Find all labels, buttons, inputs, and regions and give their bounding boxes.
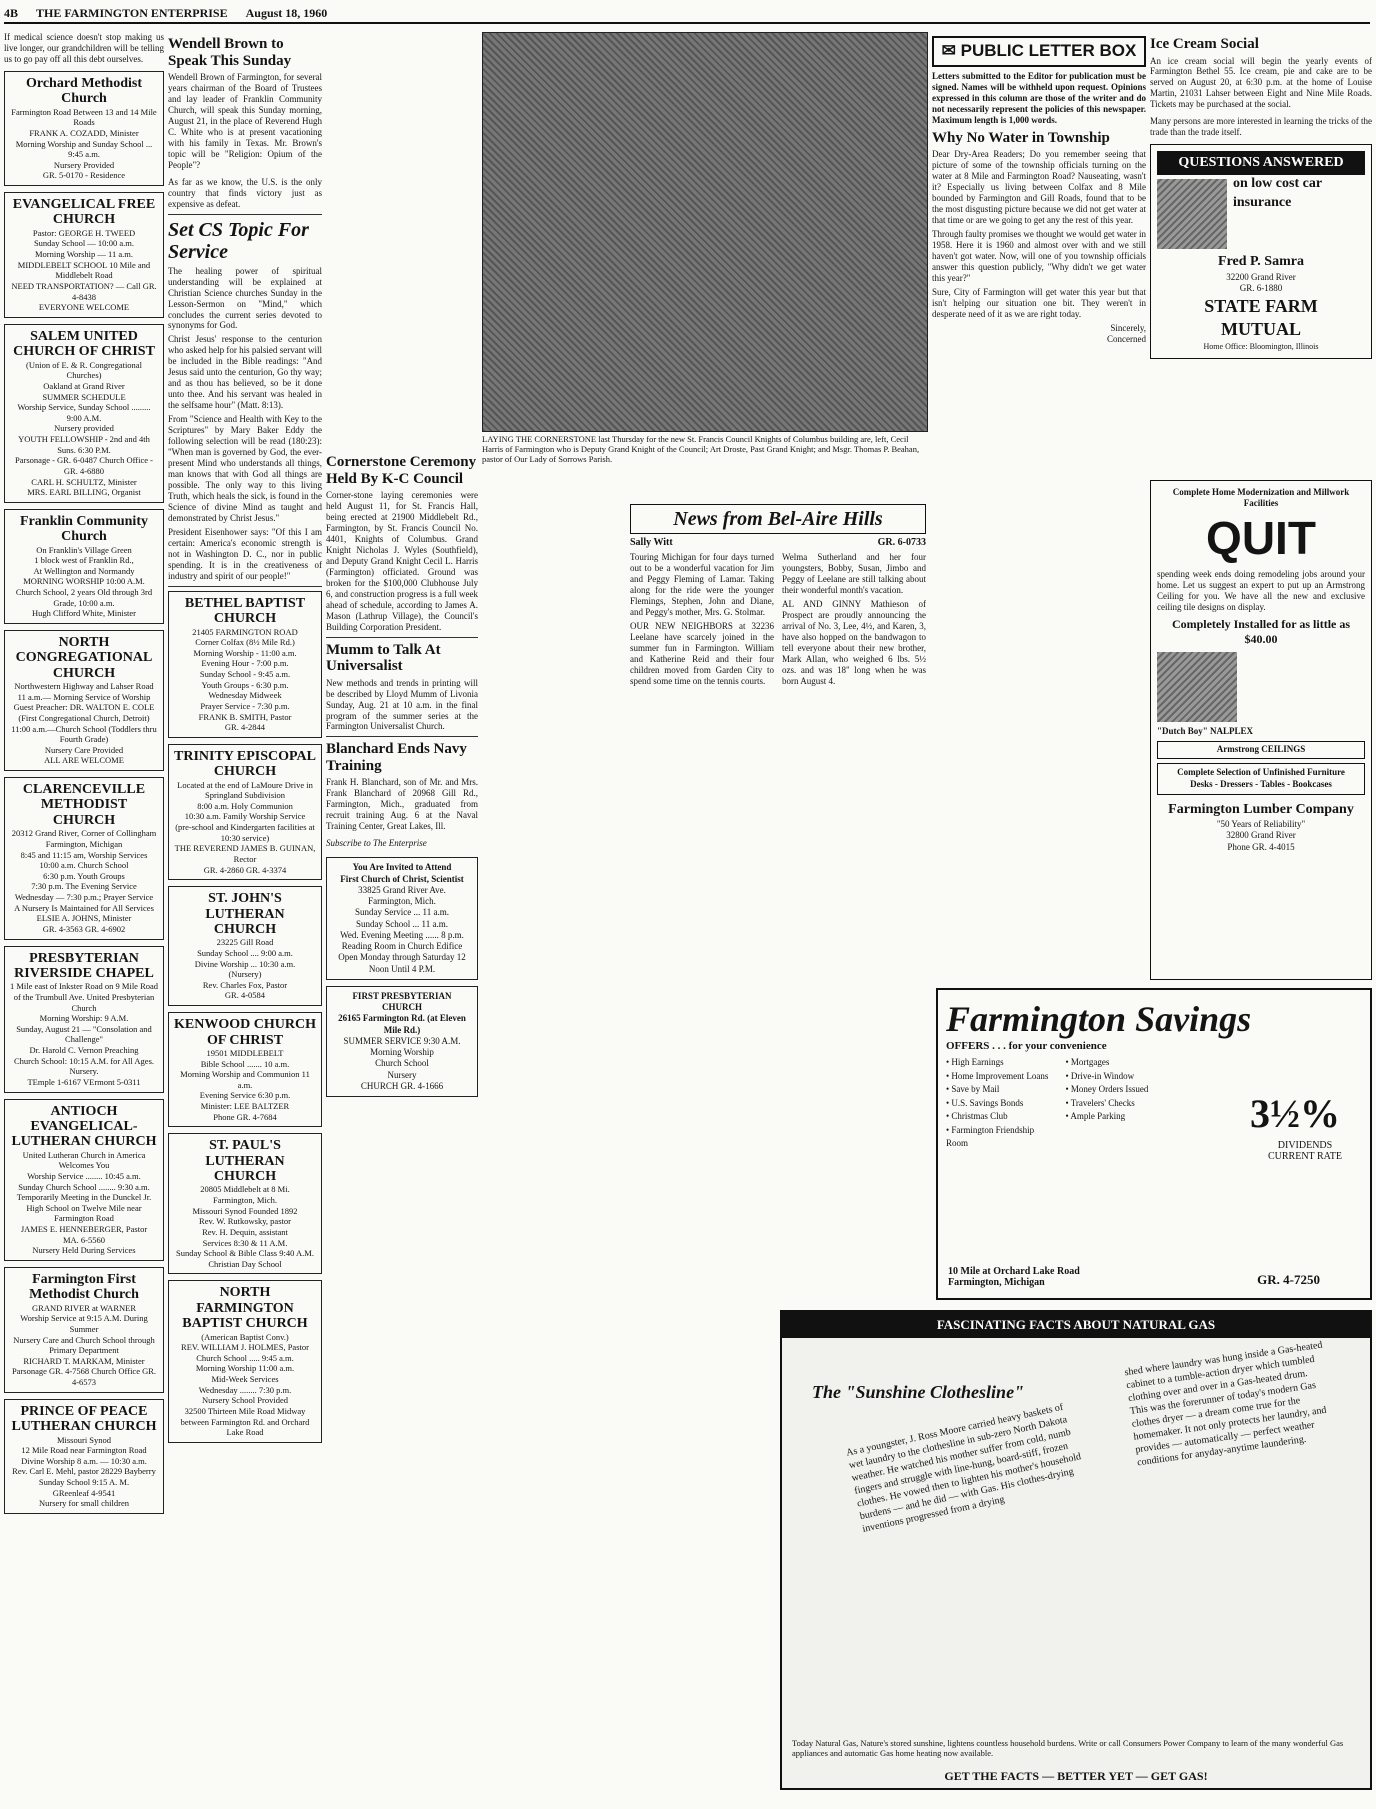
- savings-service-item: • Christmas Club: [946, 1111, 1008, 1121]
- insurance-title: QUESTIONS ANSWERED: [1157, 151, 1365, 175]
- church-line: Missouri Synod Founded 1892: [192, 1205, 298, 1216]
- church-line: 12 Mile Road near Farmington Road: [21, 1445, 147, 1456]
- first-cs-church-ad: [326, 857, 478, 980]
- church-line: Dr. Harold C. Vernon Preaching: [29, 1045, 139, 1056]
- belaire-phone: GR. 6-0733: [877, 537, 926, 548]
- belaire-para-2: OUR NEW NEIGHBORS at 32236 Leelane have scarcely joined in the summer fun in Farmington. William and Katherine Reid and their four children moved from Garden City to spend some time on the tennis courts.: [630, 620, 774, 686]
- savings-service-item: • U.S. Savings Bonds: [946, 1097, 1024, 1108]
- letter-title: Why No Water in Township: [932, 129, 1110, 146]
- savings-service-item: • Mortgages: [1065, 1057, 1110, 1067]
- church-ad: [4, 1399, 164, 1514]
- church-line: Wednesday Midweek: [208, 690, 282, 701]
- church-line: Divine Worship 8 a.m. — 10:30 a.m.: [21, 1455, 147, 1466]
- church-line: Nursery Care and Church School through Primary Department: [13, 1334, 155, 1356]
- lumber-company: Farmington Lumber Company: [1168, 801, 1354, 817]
- quit-installed: Completely Installed for as little as $40.00: [1171, 616, 1351, 647]
- church-name: ST. JOHN'S LUTHERAN CHURCH: [205, 891, 285, 937]
- lumber-phone: Phone GR. 4-4015: [1227, 842, 1295, 853]
- church-line: 11:00 a.m.—Church School (Toddlers thru Fourth Grade): [11, 723, 157, 745]
- church-line: GR. 4-0584: [224, 990, 266, 1001]
- church-line: RICHARD T. MARKAM, Minister: [23, 1355, 145, 1366]
- church-name: SALEM UNITED CHURCH OF CHRIST: [13, 328, 155, 360]
- church-line: 8:00 a.m. Holy Communion: [197, 800, 293, 811]
- rate-label-2: CURRENT RATE: [1268, 1151, 1342, 1162]
- first-pres-line: 26165 Farmington Rd. (at Eleven Mile Rd.): [338, 1013, 466, 1035]
- gas-ad-footer: Today Natural Gas, Nature's stored sunshine, lightens countless household burdens. Write or call Consumers Power Company to learn of the many wonderful Gas appliances and automatic Gas home heating now available.: [792, 1738, 1344, 1758]
- savings-service-item: • Ample Parking: [1065, 1111, 1126, 1121]
- church-line: MIDDLEBELT SCHOOL 10 Mile and Middlebelt Road: [17, 259, 151, 281]
- church-line: 1 Mile east of Inkster Road on 9 Mile Road: [10, 981, 159, 992]
- cs-headline: Set CS Topic For Service: [168, 218, 309, 263]
- letter-para-3: Sure, City of Farmington will get water this year but that isn't helping our situation one bit. They weren't in desperate need of it as we are right today.: [932, 286, 1146, 319]
- agent-phone: GR. 6-1880: [1239, 283, 1283, 294]
- church-name: ANTIOCH EVANGELICAL-LUTHERAN CHURCH: [11, 1103, 157, 1150]
- church-ad: [168, 1133, 322, 1274]
- church-line: GRAND RIVER at WARNER: [32, 1302, 136, 1313]
- church-line: Sunday School — 10:00 a.m.: [33, 238, 135, 249]
- quit-side-text: Complete Home Modernization and Millwork Facilities: [1172, 487, 1350, 508]
- church-line: Missouri Synod: [56, 1434, 112, 1445]
- gas-ad-cta: GET THE FACTS — BETTER YET — GET GAS!: [944, 1769, 1208, 1783]
- church-ad: [4, 192, 164, 318]
- church-line: Nursery Held During Services: [32, 1245, 136, 1256]
- savings-service-item: • Drive-in Window: [1065, 1070, 1135, 1081]
- church-line: 19501 MIDDLEBELT: [206, 1047, 284, 1058]
- church-name: CLARENCEVILLE METHODIST CHURCH: [22, 782, 146, 828]
- letter-para-1: Dear Dry-Area Readers; Do you remember seeing that picture of some of the township officials turning on the water at 8 Mile and Farmington Road? Nauseating, wasn't it? Especially us living between Colfax and 8 Mile bounded by Farmington and Gill Roads, found that to be the most disgusting picture because we did not get water at that time or are we going to get any the rest of this year.: [932, 149, 1146, 225]
- cs-para-4: President Eisenhower says: "Of this I am certain: America's economic strength is not in Washington D. C., nor in public spending. It is in the creativeness of industry and spirit of our people!": [168, 526, 322, 581]
- church-ad: [4, 1267, 164, 1393]
- mumm-headline: Mumm to Talk At Universalist: [326, 641, 441, 675]
- church-line: 8:45 and 11:15 am, Worship Services: [20, 849, 148, 860]
- church-line: MRS. EARL BILLING, Organist: [27, 487, 141, 498]
- agent-address: 32200 Grand River: [1226, 271, 1296, 282]
- letter-sign-1: Sincerely,: [1110, 322, 1146, 333]
- church-ad: [4, 630, 164, 771]
- first-cs-line: Sunday School ... 11 a.m.: [356, 918, 448, 929]
- church-line: Rev. W. Rutkowsky, pastor: [199, 1216, 291, 1227]
- church-line: ELSIE A. JOHNS, Minister: [36, 913, 132, 924]
- wendell-filler: As far as we know, the U.S. is the only country that finds victory just as expensive as defeat.: [168, 176, 322, 209]
- church-line: Farmington Road Between 13 and 14 Mile Roads: [11, 106, 157, 128]
- church-directory-column: [4, 32, 164, 1802]
- photo-caption: LAYING THE CORNERSTONE last Thursday for the new St. Francis Council Knights of Columbus building are, left, Cecil Harris of Farmington who is Deputy Grand Knight of the Council; Art Droste, Past Grand Knight; and Msgr. Thomas P. Beahan, pastor of Our Lady of Sorrows Parish.: [482, 434, 920, 465]
- first-cs-line: Reading Room in Church Edifice Open Monday through Saturday 12 Noon Until 4 P.M.: [338, 941, 466, 974]
- gas-ad-story-2: shed where laundry was hung inside a Gas-heated cabinet to a tumble-action dryer which tumbled clothing over and over in a Gas-heated drum. This was the forerunner of today's modern Gas clothes dryer — a dream come true for the homemaker. It not only protects her laundry, and provides — automatically — perfect weather conditions for anyday-anytime laundering.: [1123, 1339, 1328, 1469]
- church-line: (Union of E. & R. Congregational Churches): [26, 359, 142, 381]
- church-line: 6:30 p.m. Youth Groups: [43, 870, 125, 881]
- church-line: Sunday Church School ........ 9:30 a.m.: [18, 1181, 150, 1192]
- savings-offers: OFFERS . . . for your convenience: [946, 1040, 1107, 1052]
- church-name: KENWOOD CHURCH OF CHRIST: [174, 1017, 316, 1048]
- church-name: ST. PAUL'S LUTHERAN CHURCH: [205, 1138, 285, 1185]
- church-line: 20805 Middlebelt at 8 Mi.: [200, 1184, 290, 1195]
- company-name-2: MUTUAL: [1221, 319, 1301, 340]
- church-name: Franklin Community Church: [20, 513, 148, 545]
- church-line: Phone GR. 4-7684: [213, 1111, 277, 1122]
- church-line: Rev. Carl E. Mehl, pastor 28229 Bayberry: [12, 1466, 156, 1477]
- cs-para-1: The healing power of spiritual understanding will be explained at Christian Science churches Sunday in the Lesson-Sermon on "Mind," which concludes the current series devoted to synonyms for God.: [168, 265, 322, 331]
- church-line: (Nursery): [228, 969, 262, 980]
- church-line: Nursery Care Provided: [44, 744, 124, 755]
- church-line: 10:00 a.m. Church School: [39, 860, 129, 871]
- church-line: Parsonage GR. 4-7568 Church Office GR. 4-6573: [11, 1366, 157, 1388]
- church-line: REV. WILLIAM J. HOLMES, Pastor: [181, 1342, 309, 1353]
- church-line: CARL H. SCHULTZ, Minister: [31, 476, 137, 487]
- church-line: Youth Groups - 6:30 p.m.: [201, 679, 289, 690]
- savings-service-item: • Home Improvement Loans: [946, 1070, 1049, 1081]
- church-line: YOUTH FELLOWSHIP - 2nd and 4th Suns. 6:30 P.M.: [18, 434, 150, 455]
- agent-photo: [1157, 179, 1227, 249]
- belaire-byline: Sally Witt: [630, 537, 673, 548]
- church-line: Temporarily Meeting in the Dunckel Jr. High School on Twelve Mile near Farmington Road: [16, 1192, 152, 1224]
- church-line: Church School: 10:15 A.M. for All Ages. Nursery.: [13, 1055, 154, 1077]
- church-line: Evening Service 6:30 p.m.: [199, 1090, 291, 1101]
- church-line: Oakland at Grand River: [43, 380, 125, 391]
- church-line: (American Baptist Conv.): [201, 1331, 289, 1342]
- subscribe-note: Subscribe to The Enterprise: [326, 838, 427, 849]
- church-line: 21405 FARMINGTON ROAD: [192, 626, 298, 637]
- first-cs-line: 33825 Grand River Ave.: [358, 884, 446, 895]
- church-ad: [168, 744, 322, 880]
- home-office: Home Office: Bloomington, Illinois: [1203, 341, 1319, 351]
- gas-ad-title: The "Sunshine Clothesline": [812, 1382, 1025, 1402]
- church-line: of the Trumbull Ave. United Presbyterian Church: [13, 991, 155, 1013]
- quit-body: spending week ends doing remodeling jobs around your home. Let us suggest an expert to put up an Armstrong Ceiling for you. We have all the new and exclusive ceiling tile designs on display.: [1157, 568, 1365, 612]
- church-line: Morning Worship - 11:00 a.m.: [193, 647, 297, 658]
- church-line: Parsonage - GR. 6-0487 Church Office - GR. 4-6880: [15, 455, 153, 476]
- church-line: Nursery Provided: [53, 159, 115, 170]
- church-line: Wednesday — 7:30 p.m.; Prayer Service: [14, 892, 154, 902]
- church-name: PRINCE OF PEACE LUTHERAN CHURCH: [11, 1403, 157, 1435]
- church-line: Farmington, Mich.: [213, 1195, 277, 1206]
- church-line: Prayer Service - 7:30 p.m.: [200, 700, 290, 711]
- church-line: United Lutheran Church in America: [22, 1149, 146, 1160]
- filler-text: If medical science doesn't stop making us live longer, our grandchildren will be telling us to go pay off all this debt ourselves.: [4, 32, 164, 64]
- church-line: FRANK B. SMITH, Pastor: [198, 711, 292, 722]
- first-pres-line: Nursery: [387, 1069, 417, 1080]
- state-farm-ad: [1150, 144, 1372, 359]
- mumm-body: New methods and trends in printing will be described by Lloyd Mumm of Livonia Sunday, Aug. 21 at 10 a.m. in the final program of the summer series at the Farmington Universalist Church.: [326, 677, 478, 732]
- savings-service-item: • Save by Mail: [946, 1084, 1000, 1094]
- church-ad: [168, 886, 322, 1006]
- icecream-filler: Many persons are more interested in learning the tricks of the trade than the trade itself.: [1150, 116, 1372, 138]
- natural-gas-ad: [780, 1310, 1372, 1790]
- church-line: 20312 Grand River, Corner of Collingham: [11, 828, 157, 839]
- church-ad: [4, 946, 164, 1093]
- church-ad: [4, 71, 164, 186]
- church-line: Mid-Week Services: [211, 1374, 279, 1385]
- blanchard-headline: Blanchard Ends Navy Training: [326, 741, 467, 774]
- first-pres-line: Morning Worship: [370, 1047, 434, 1057]
- letter-box-note: Letters submitted to the Editor for publication must be signed. Names will be withheld upon request. Opinions expressed in this column are those of the writer and do not necessarily represent the policies of this newspaper. Maximum length is 1,000 words.: [932, 70, 1146, 125]
- church-line: FRANK A. COZADD, Minister: [29, 127, 139, 138]
- church-name: Orchard Methodist Church: [25, 75, 142, 107]
- masthead: [4, 4, 1370, 24]
- church-ad: [168, 1280, 322, 1442]
- church-line: 23225 Gill Road: [216, 937, 274, 948]
- blanchard-body: Frank H. Blanchard, son of Mr. and Mrs. Frank Blanchard of 20968 Gill Rd., Farmington, Mich., graduated from recruit training Aug. 6 at the Naval Training Center, Great Lakes, Ill.: [326, 777, 478, 832]
- church-line: 10:30 a.m. Family Worship Service: [184, 811, 306, 822]
- church-line: Rev. H. Dequin, assistant: [202, 1226, 288, 1237]
- first-cs-line: Wed. Evening Meeting ...... 8 p.m.: [340, 929, 464, 940]
- church-line: Worship Service at 9:15 A.M. During Summer: [20, 1313, 148, 1334]
- savings-phone: GR. 4-7250: [1257, 1272, 1320, 1287]
- issue-date: August 18, 1960: [245, 5, 328, 20]
- church-line: 7:30 p.m. The Evening Service: [31, 881, 137, 892]
- church-name: NORTH FARMINGTON BAPTIST CHURCH: [182, 1285, 308, 1332]
- church-line: Northwestern Highway and Lahser Road: [14, 681, 154, 692]
- lumber-motto: "50 Years of Reliability": [1216, 818, 1306, 829]
- paint-can-image: [1157, 652, 1237, 722]
- church-name: BETHEL BAPTIST CHURCH: [184, 595, 306, 627]
- cs-para-3: From "Science and Health with Key to the Scriptures" by Mary Baker Eddy the following selection will be read (180:23): "When man is governed by God, the ever-present Mind who understands all things, man knows that with God all things are possible. The only way to this living Truth, which heals the sick, is found in the Science of divine Mind as taught and demonstrated by Christ Jesus.": [168, 414, 322, 523]
- church-line: EVERYONE WELCOME: [38, 302, 130, 313]
- church-line: Worship Service, Sunday School ......... 9:00 A.M.: [17, 402, 151, 423]
- church-line: 32500 Thirteen Mile Road Midway between Farmington Rd. and Orchard Lake Road: [180, 1405, 310, 1438]
- church-ad: [4, 777, 164, 939]
- agent-name: Fred P. Samra: [1218, 254, 1304, 270]
- savings-address-1: 10 Mile at Orchard Lake Road: [948, 1266, 1080, 1277]
- insurance-sub: on low cost car insurance: [1233, 176, 1322, 210]
- church-ad: [168, 1012, 322, 1127]
- church-line: Nursery for small children: [39, 1498, 129, 1509]
- church-name: TRINITY EPISCOPAL CHURCH: [174, 748, 316, 780]
- church-line: NEED TRANSPORTATION? — Call GR. 4-8438: [11, 280, 157, 302]
- church-line: Morning Worship 11:00 a.m.: [195, 1363, 295, 1374]
- church-line: Sunday School .... 9:00 a.m.: [197, 947, 293, 958]
- church-line: 11 a.m.— Morning Service of Worship: [17, 691, 151, 702]
- church-line: Nursery provided: [54, 423, 114, 434]
- church-line: Evening Hour - 7:00 p.m.: [201, 658, 289, 669]
- church-line: Wednesday ........ 7:30 p.m.: [198, 1384, 292, 1395]
- savings-title: Farmington Savings: [946, 999, 1252, 1039]
- first-cs-line: Farmington, Mich.: [368, 896, 436, 906]
- belaire-headline: News from Bel-Aire Hills: [630, 504, 926, 534]
- first-cs-line: First Church of Christ, Scientist: [340, 873, 464, 884]
- church-line: Sunday School 9:15 A. M.: [38, 1477, 130, 1488]
- wendell-body: Wendell Brown of Farmington, for several years chairman of the Board of Trustees and lay leader of Franklin Community Church, will speak this Sunday morning, August 21, in the place of Reverend Hugh C. White who is at present vacationing with his family in Texas. Mr. Brown's topic will be "Religion: Opium of the People"?: [168, 72, 322, 170]
- church-line: Minister: LEE BALTZER: [200, 1101, 290, 1112]
- church-line: TEmple 1-6167 VErmont 5-0311: [27, 1076, 141, 1087]
- letter-para-2: Through faulty promises we thought we would get water in 1958. Here it is 1960 and almost over with and we still haven't got water. Now, will one of you township officials answer this question publicly, "Why didn't we get water this year?": [932, 228, 1146, 283]
- church-line: MA. 6-5560: [62, 1234, 106, 1245]
- church-line: Church School ..... 9:45 a.m.: [196, 1352, 294, 1363]
- lumber-address: 32800 Grand River: [1226, 830, 1296, 841]
- church-name: PRESBYTERIAN RIVERSIDE CHAPEL: [14, 950, 154, 981]
- wendell-headline: Wendell Brown to Speak This Sunday: [168, 36, 292, 69]
- church-ad: [4, 509, 164, 624]
- church-ad: [168, 591, 322, 738]
- savings-address-2: Farmington, Michigan: [948, 1277, 1045, 1288]
- farmington-savings-ad: [936, 988, 1372, 1300]
- furniture-line-2: Desks - Dressers - Tables - Bookcases: [1190, 778, 1332, 789]
- church-line: Welcomes You: [58, 1160, 110, 1171]
- company-name-1: STATE FARM: [1204, 296, 1318, 317]
- church-line: Corner Colfax (8½ Mile Rd.): [195, 637, 295, 648]
- gas-ad-story: As a youngster, J. Ross Moore carried heavy baskets of wet laundry to the clothesline in sub-zero North Dakota weather. He watched his mother suffer from cold, numb fingers and struggle with line-hung, board-stiff, frozen clothes. He vowed then to lighten his mother's household burdens — and he did — with Gas. His clothes-drying inventions progressed from a drying: [845, 1401, 1083, 1535]
- first-presbyterian-ad: [326, 986, 478, 1097]
- first-cs-line: You Are Invited to Attend: [352, 862, 452, 873]
- column-3: [326, 450, 478, 1800]
- church-line: GR. 5-0170 - Residence: [42, 170, 126, 181]
- church-name: EVANGELICAL FREE CHURCH: [12, 197, 156, 228]
- church-line: Christian Day School: [208, 1258, 282, 1269]
- church-line: On Franklin's Village Green: [36, 544, 132, 555]
- paper-name: THE FARMINGTON ENTERPRISE: [36, 5, 228, 20]
- church-line: Morning Worship: 9 A.M.: [39, 1013, 129, 1024]
- savings-service-item: • High Earnings: [946, 1057, 1004, 1067]
- church-line: SUMMER SCHEDULE: [42, 391, 126, 402]
- furniture-line-1: Complete Selection of Unfinished Furniture: [1177, 767, 1345, 778]
- cornerstone-body: Corner-stone laying ceremonies were held August 11, for St. Francis Hall, being erected at 21900 Middlebelt Rd., Farmington, by St. Francis Council No. 4401, Knights of Columbus. Grand Knight Nicholas J. Wyles (Southfield), and Deputy Grand Knight Cecil L. Harris (Farmington) officiated. Ground was broken for the $100,000 Clubhouse July 6, and construction progress is a full week ahead of schedule, according to James A. Mason (Lathrup Village), the Council's Building Corporation President.: [326, 490, 478, 632]
- quit-headline: QUIT: [1206, 511, 1316, 564]
- church-line: GR. 4-2860 GR. 4-3374: [203, 864, 287, 875]
- church-line: Nursery School Provided: [202, 1395, 288, 1406]
- belaire-para-1: Touring Michigan for four days turned out to be a wonderful vacation for Jim and Peggy Fleming of Lamar. Taking along for the ride were the younger Flemings, Stephen, John and Diane, and Peggy's mother, Mrs. G. Stolmar.: [630, 552, 774, 617]
- savings-service-item: • Travelers' Checks: [1065, 1097, 1135, 1108]
- rate-label-1: DIVIDENDS: [1277, 1140, 1333, 1151]
- church-ad: [4, 1099, 164, 1261]
- church-line: Sunday School - 9:45 a.m.: [199, 669, 291, 680]
- letter-sign-2: Concerned: [1107, 333, 1146, 344]
- letter-box-title: PUBLIC LETTER BOX: [960, 41, 1137, 60]
- lumber-ad: [1150, 480, 1372, 980]
- church-line: Morning Worship — 11 a.m.: [34, 249, 133, 260]
- church-line: Farmington, Michigan: [45, 838, 123, 849]
- church-name: Farmington First Methodist Church: [29, 1271, 139, 1303]
- church-name: NORTH CONGREGATIONAL CHURCH: [15, 634, 153, 681]
- church-line: Rev. Charles Fox, Pastor: [202, 979, 288, 990]
- church-line: (First Congregational Church, Detroit): [18, 712, 150, 723]
- church-line: Morning Worship and Sunday School ... 9:45 a.m.: [15, 138, 153, 160]
- cs-para-2: Christ Jesus' response to the centurion who asked help for his palsied servant will be included in the Bible readings: "And Jesus said unto the centurion, Go thy way; and as thou has believed, so be it done unto thee. And his servant was healed in the selfsame hour" (Matt. 8:13).: [168, 334, 322, 411]
- first-pres-line: SUMMER SERVICE 9:30 A.M.: [343, 1035, 461, 1046]
- church-line: GReenleaf 4-9541: [52, 1487, 116, 1498]
- first-pres-line: FIRST PRESBYTERIAN CHURCH: [352, 990, 452, 1012]
- savings-service-item: • Farmington Friendship Room: [946, 1124, 1035, 1148]
- church-line: GR. 4-2844: [224, 722, 266, 733]
- church-line: JAMES E. HENNEBERGER, Pastor: [20, 1224, 148, 1235]
- church-line: Morning Worship and Communion 11 a.m.: [180, 1069, 310, 1090]
- savings-services: [946, 1056, 1176, 1151]
- letter-box-column: [932, 32, 1146, 982]
- church-line: (pre-school and Kindergarten facilities at 10:30 service): [175, 822, 315, 843]
- church-line: Located at the end of LaMoure Drive in Springland Subdivision: [177, 779, 313, 801]
- belaire-para-3: Welma Sutherland and her four youngsters, Bobby, Susan, Jimbo and Peggy of Leelane are still talking about their wonderful month's vacation.: [782, 552, 926, 595]
- church-line: At Wellington and Normandy: [33, 565, 135, 576]
- icecream-body: An ice cream social will begin the yearly events of Farmington Bethel 55. Ice cream, pie and cake are to be served on August 20, at 6:30 p.m. at the home of Louise Martin, 21031 Lahser between Eight and Nine Mile Roads. Tickets may be purchased at the social.: [1150, 55, 1372, 110]
- church-line: Church School, 2 years Old through 3rd Grade, 10:00 a.m.: [15, 587, 153, 608]
- church-line: MORNING WORSHIP 10:00 A.M.: [23, 576, 145, 587]
- cornerstone-photo: [482, 32, 928, 432]
- gas-ad-banner: FASCINATING FACTS ABOUT NATURAL GAS: [782, 1312, 1370, 1338]
- church-line: Services 8:30 & 11 A.M.: [202, 1237, 288, 1248]
- church-line: Sunday School & Bible Class 9:40 A.M.: [176, 1248, 314, 1259]
- right-column: [1150, 32, 1372, 472]
- belaire-para-4: AL AND GINNY Mathieson of Prospect are proudly announcing the arrival of No. 3, Lee, 4½, and Karen, 3, have also hopped on the bandwagon to tell everyone about their new brother, Mark Allan, who weighed 6 lbs. 5½ ozs. and was 18" long when he was born August 4.: [782, 598, 926, 686]
- church-line: Sunday, August 21 — "Consolation and Challenge": [16, 1023, 152, 1045]
- mailbox-icon: ✉: [941, 41, 956, 60]
- church-line: Guest Preacher: DR. WALTON E. COLE: [13, 702, 155, 713]
- church-line: 1 block west of Franklin Rd.,: [34, 555, 134, 566]
- first-cs-line: Sunday Service ... 11 a.m.: [355, 907, 449, 918]
- church-line: A Nursery Is Maintained for All Services: [14, 902, 154, 913]
- cornerstone-headline: Cornerstone Ceremony Held By K-C Council: [326, 454, 477, 487]
- church-line: Pastor: GEORGE H. TWEED: [32, 227, 136, 238]
- church-ad: [4, 324, 164, 503]
- church-line: THE REVEREND JAMES B. GUINAN, Rector: [174, 843, 316, 864]
- armstrong-brand: Armstrong CEILINGS: [1157, 741, 1365, 759]
- church-line: Worship Service ........ 10:45 a.m.: [27, 1170, 141, 1181]
- savings-service-item: • Money Orders Issued: [1065, 1084, 1149, 1094]
- church-line: Bible School ....... 10 a.m.: [200, 1058, 290, 1069]
- church-line: ALL ARE WELCOME: [44, 755, 124, 766]
- nalplex-brand: "Dutch Boy" NALPLEX: [1157, 725, 1254, 736]
- church-line: Divine Worship ... 10:30 a.m.: [194, 958, 296, 969]
- church-line: GR. 4-3563 GR. 4-6902: [42, 923, 126, 934]
- column-2: [168, 32, 322, 1802]
- page-number: 4B: [4, 5, 19, 20]
- church-line: Hugh Clifford White, Minister: [31, 608, 137, 619]
- dividend-rate: 3½%: [1250, 1091, 1340, 1136]
- first-pres-line: CHURCH GR. 4-1666: [360, 1080, 444, 1091]
- first-pres-line: Church School: [375, 1058, 429, 1069]
- letter-box-headline: [932, 36, 1146, 67]
- icecream-headline: Ice Cream Social: [1150, 36, 1259, 52]
